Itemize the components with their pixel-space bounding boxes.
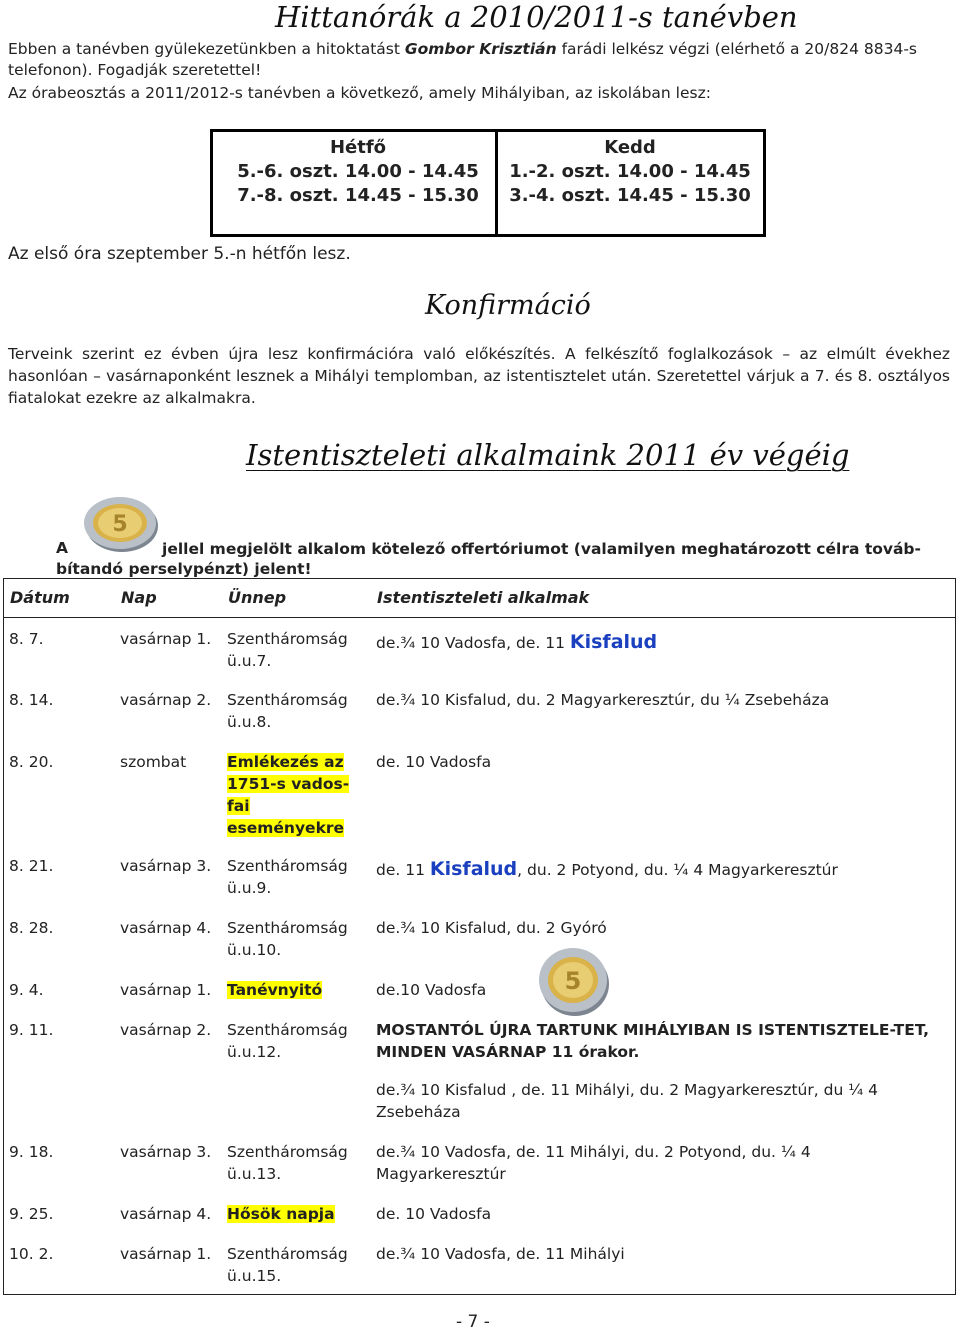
row-feast: Szentháromság ü.u.15.	[227, 1245, 348, 1285]
tuesday-column	[505, 136, 755, 208]
schedule-intro: Az órabeosztás a 2011/2012-s tanévben a következő, amely Mihályiban, az iskolában lesz:	[8, 84, 711, 102]
tuesday-row-2: 3.-4. oszt. 14.45 - 15.30	[509, 185, 751, 206]
row-feast: Szentháromság ü.u.13.	[227, 1143, 348, 1183]
header-feast: Ünnep	[228, 588, 287, 607]
schedule-box	[210, 129, 766, 237]
row-service: de. 10 Vadosfa	[376, 753, 492, 771]
monday-row-2: 7.-8. oszt. 14.45 - 15.30	[237, 185, 479, 206]
service-table	[3, 617, 956, 1295]
header-day: Nap	[121, 588, 157, 607]
row-day: vasárnap 3.	[120, 857, 212, 875]
row-service	[376, 631, 946, 654]
row-day: vasárnap 1.	[120, 1245, 212, 1263]
row-feast	[227, 979, 367, 1001]
highlighted-feast: Emlékezés az 1751-s vados-fai eseményekre	[227, 753, 350, 837]
row-feast	[227, 1203, 367, 1225]
row-feast: Szentháromság ü.u.7.	[227, 630, 348, 670]
service-text: de.¾ 10 Vadosfa, de. 11	[376, 634, 570, 652]
first-class-note: Az első óra szeptember 5.-n hétfőn lesz.	[8, 244, 351, 264]
page-number: - 7 -	[456, 1312, 490, 1332]
coin-icon	[80, 490, 160, 554]
intro-paragraph	[8, 39, 948, 81]
row-service: de. 10 Vadosfa	[376, 1205, 492, 1223]
row-feast: Szentháromság ü.u.8.	[227, 691, 348, 731]
row-day: vasárnap 3.	[120, 1143, 212, 1161]
row-day: vasárnap 2.	[120, 1021, 212, 1039]
row-date: 9. 11.	[9, 1021, 54, 1039]
services-title: Istentiszteleti alkalmaink 2011 év végéig	[246, 438, 850, 472]
row-date: 8. 28.	[9, 919, 54, 937]
svg-text:5: 5	[564, 967, 582, 995]
confirmation-title: Konfirmáció	[425, 290, 591, 321]
monday-label: Hétfő	[329, 137, 387, 158]
row-date: 8. 20.	[9, 753, 54, 771]
row-date: 8. 7.	[9, 630, 44, 648]
row-date: 8. 14.	[9, 691, 54, 709]
row-service: de.¾ 10 Kisfalud , de. 11 Mihályi, du. 2 Magyarkeresztúr, du ¼ 4 Zsebeháza	[376, 1081, 879, 1121]
table-header	[3, 578, 956, 618]
svg-text:5: 5	[112, 512, 128, 537]
row-day: vasárnap 1.	[120, 981, 212, 999]
confirmation-text: Terveink szerint ez évben újra lesz konfirmációra való előkészítés. A felkészítő foglalkozások – az elmúlt évekhez hasonlóan – vasárnaponként lesznek a Mihályi templomban, az istentisztelet után. Szeretettel várjuk a 7. és 8. osztályos fiatalokat ezekre az alkalmakra.	[8, 345, 950, 407]
row-service-announcement: MOSTANTÓL ÚJRA TARTUNK MIHÁLYIBAN IS ISTENTISZTELE-TET, MINDEN VASÁRNAP 11 órakor.	[376, 1021, 930, 1061]
row-day: vasárnap 2.	[120, 691, 212, 709]
intro-text-end: farádi lelkész végzi (elérhető a 20/824 8834-s telefonon). Fogadják szeretettel!	[8, 40, 918, 79]
row-day: vasárnap 4.	[120, 1205, 212, 1223]
service-text-end: , du. 2 Potyond, du. ¼ 4 Magyarkeresztúr	[517, 861, 838, 879]
row-date: 8. 21.	[9, 857, 54, 875]
highlighted-feast: Tanévnyitó	[227, 981, 323, 999]
row-service: de.¾ 10 Vadosfa, de. 11 Mihályi, du. 2 Potyond, du. ¼ 4 Magyarkeresztúr	[376, 1143, 811, 1183]
teacher-name: Gombor Krisztián	[404, 40, 557, 58]
highlight-location: Kisfalud	[569, 631, 658, 653]
schedule-divider	[495, 132, 498, 234]
row-feast: Szentháromság ü.u.12.	[227, 1021, 348, 1061]
row-feast	[227, 751, 363, 839]
row-day: vasárnap 4.	[120, 919, 212, 937]
service-text: de. 11	[376, 861, 430, 879]
tuesday-row-1: 1.-2. oszt. 14.00 - 14.45	[509, 161, 751, 182]
tuesday-label: Kedd	[604, 137, 656, 158]
row-service	[376, 858, 946, 881]
header-date: Dátum	[10, 588, 70, 607]
highlight-location: Kisfalud	[429, 858, 518, 880]
row-day: szombat	[120, 753, 187, 771]
header-service: Istentiszteleti alkalmak	[377, 588, 590, 607]
intro-text: Ebben a tanévben gyülekezetünkben a hitoktatást	[8, 40, 405, 58]
row-feast: Szentháromság ü.u.10.	[227, 919, 348, 959]
offering-text: jellel megjelölt alkalom kötelező offertóriumot (valamilyen meghatározott célra továb-	[162, 540, 921, 558]
monday-column	[223, 136, 493, 208]
row-date: 9. 4.	[9, 981, 44, 999]
row-feast: Szentháromság ü.u.9.	[227, 857, 348, 897]
monday-row-1: 5.-6. oszt. 14.00 - 14.45	[237, 161, 479, 182]
row-service: de.¾ 10 Kisfalud, du. 2 Magyarkeresztúr, du ¼ Zsebeháza	[376, 691, 830, 709]
page-title: Hittanórák a 2010/2011-s tanévben	[275, 0, 798, 34]
row-service: de.¾ 10 Vadosfa, de. 11 Mihályi	[376, 1245, 625, 1263]
offering-a: A	[56, 539, 68, 557]
highlighted-feast: Hősök napja	[227, 1205, 335, 1223]
row-date: 9. 18.	[9, 1143, 54, 1161]
offering-text-cont: bítandó perselypénzt) jelent!	[56, 560, 312, 578]
row-date: 10. 2.	[9, 1245, 54, 1263]
row-day: vasárnap 1.	[120, 630, 212, 648]
row-service: de.10 Vadosfa	[376, 981, 487, 999]
row-date: 9. 25.	[9, 1205, 54, 1223]
row-service: de.¾ 10 Kisfalud, du. 2 Gyóró	[376, 919, 607, 937]
